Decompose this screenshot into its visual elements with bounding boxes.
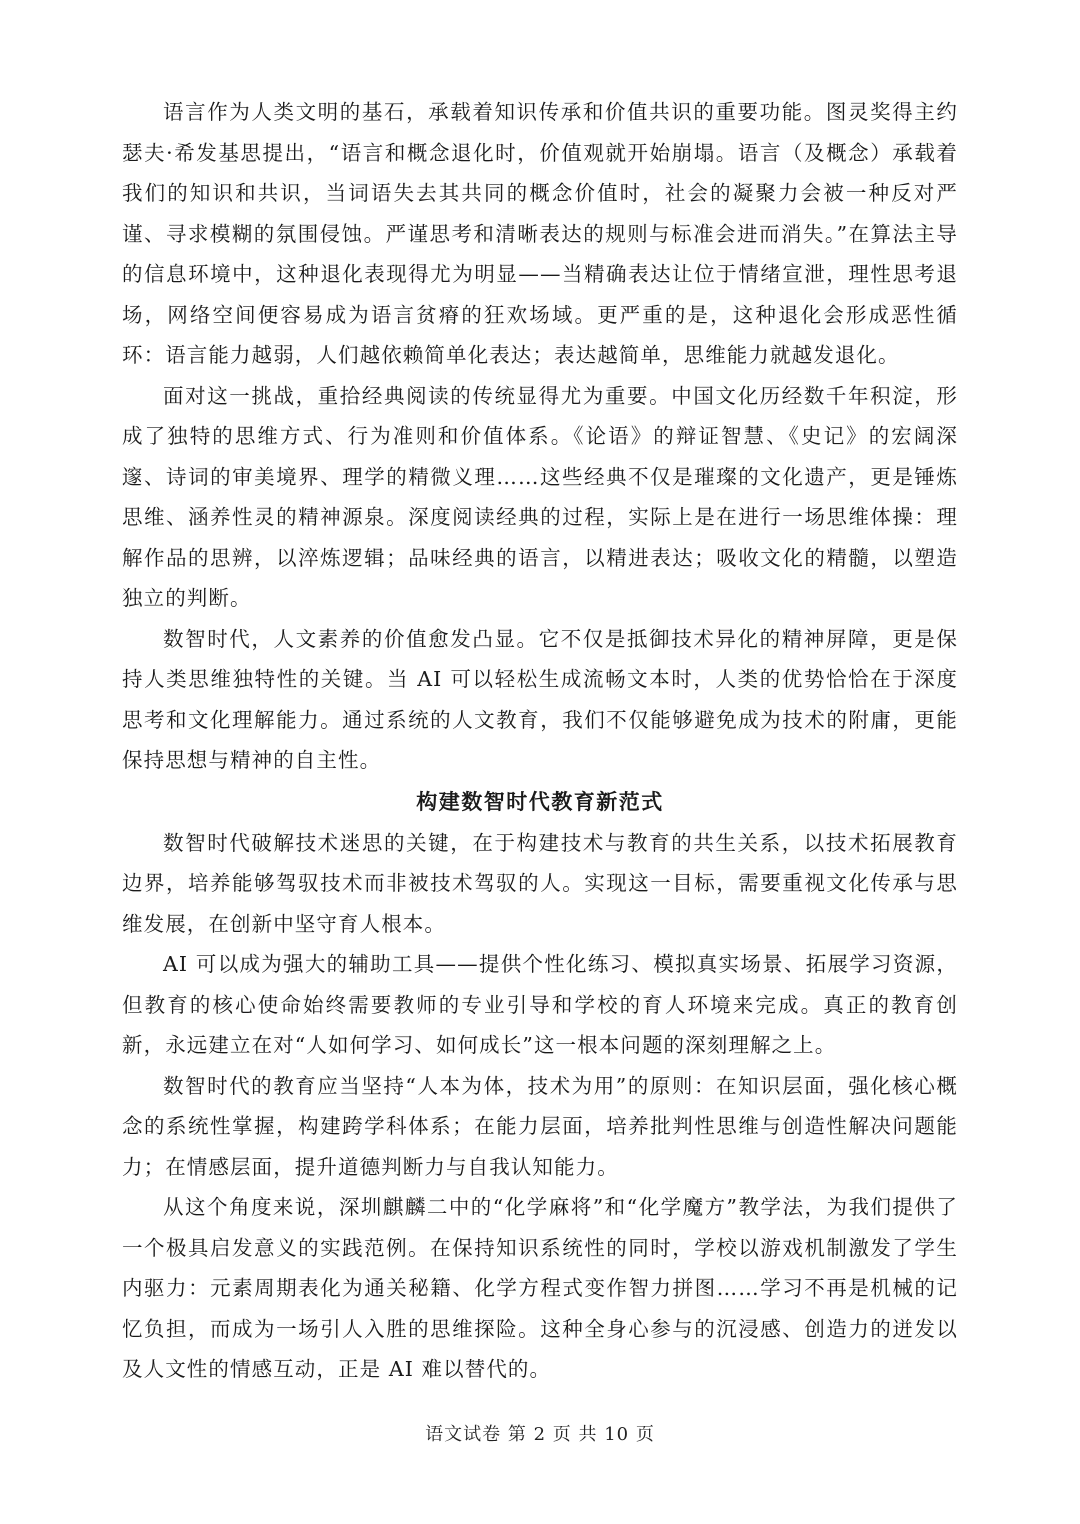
- paragraph-practice-example: 从这个角度来说，深圳麒麟二中的“化学麻将”和“化学魔方”教学法，为我们提供了一个极具启发意义的实践范例。在保持知识系统性的同时，学校以游戏机制激发了学生内驱力：元素周期表化为通关秘籍、化学方程式变作智力拼图……学习不再是机械的记忆负担，而成为一场引人入胜的思维探险。这种全身心参与的沉浸感、创造力的迸发以及人文性的情感互动，正是 AI 难以替代的。: [122, 1195, 958, 1381]
- section-heading: 构建数智时代教育新范式: [416, 788, 664, 814]
- paragraph-humanities-value: 数智时代，人文素养的价值愈发凸显。它不仅是抵御技术异化的精神屏障，更是保持人类思维独特性的关键。当 AI 可以轻松生成流畅文本时，人类的优势恰恰在于深度思考和文化理解能力。通过系统的人文教育，我们不仅能够避免成为技术的附庸，更能保持思想与精神的自主性。: [122, 626, 958, 772]
- page-footer: 语文试卷 第 2 页 共 10 页: [425, 1424, 655, 1445]
- paragraph-tech-education-symbiosis: 数智时代破解技术迷思的关键，在于构建技术与教育的共生关系，以技术拓展教育边界，培养能够驾驭技术而非被技术驾驭的人。实现这一目标，需要重视文化传承与思维发展，在创新中坚守育人根本。: [122, 830, 958, 936]
- exam-page-body: [122, 92, 958, 1390]
- paragraph-education-principles: 数智时代的教育应当坚持“人本为体，技术为用”的原则：在知识层面，强化核心概念的系统性掌握，构建跨学科体系；在能力层面，培养批判性思维与创造性解决问题能力；在情感层面，提升道德判断力与自我认知能力。: [122, 1073, 958, 1179]
- paragraph-language-foundation: 语言作为人类文明的基石，承载着知识传承和价值共识的重要功能。图灵奖得主约瑟夫·希发基思提出，“语言和概念退化时，价值观就开始崩塌。语言（及概念）承载着我们的知识和共识，当词语失去其共同的概念价值时，社会的凝聚力会被一种反对严谨、寻求模糊的氛围侵蚀。严谨思考和清晰表达的规则与标准会进而消失。”在算法主导的信息环境中，这种退化表现得尤为明显——当精确表达让位于情绪宣泄，理性思考退场，网络空间便容易成为语言贫瘠的狂欢场域。更严重的是，这种退化会形成恶性循环：语言能力越弱，人们越依赖简单化表达；表达越简单，思维能力就越发退化。: [122, 100, 958, 367]
- paragraph-ai-auxiliary-tool: AI 可以成为强大的辅助工具——提供个性化练习、模拟真实场景、拓展学习资源，但教育的核心使命始终需要教师的专业引导和学校的育人环境来完成。真正的教育创新，永远建立在对“人如何学习、如何成长”这一根本问题的深刻理解之上。: [122, 952, 958, 1057]
- paragraph-classic-reading: 面对这一挑战，重拾经典阅读的传统显得尤为重要。中国文化历经数千年积淀，形成了独特的思维方式、行为准则和价值体系。《论语》的辩证智慧、《史记》的宏阔深邃、诗词的审美境界、理学的精微义理……这些经典不仅是璀璨的文化遗产，更是锤炼思维、涵养性灵的精神源泉。深度阅读经典的过程，实际上是在进行一场思维体操：理解作品的思辨，以淬炼逻辑；品味经典的语言，以精进表达；吸收文化的精髓，以塑造独立的判断。: [122, 383, 958, 610]
